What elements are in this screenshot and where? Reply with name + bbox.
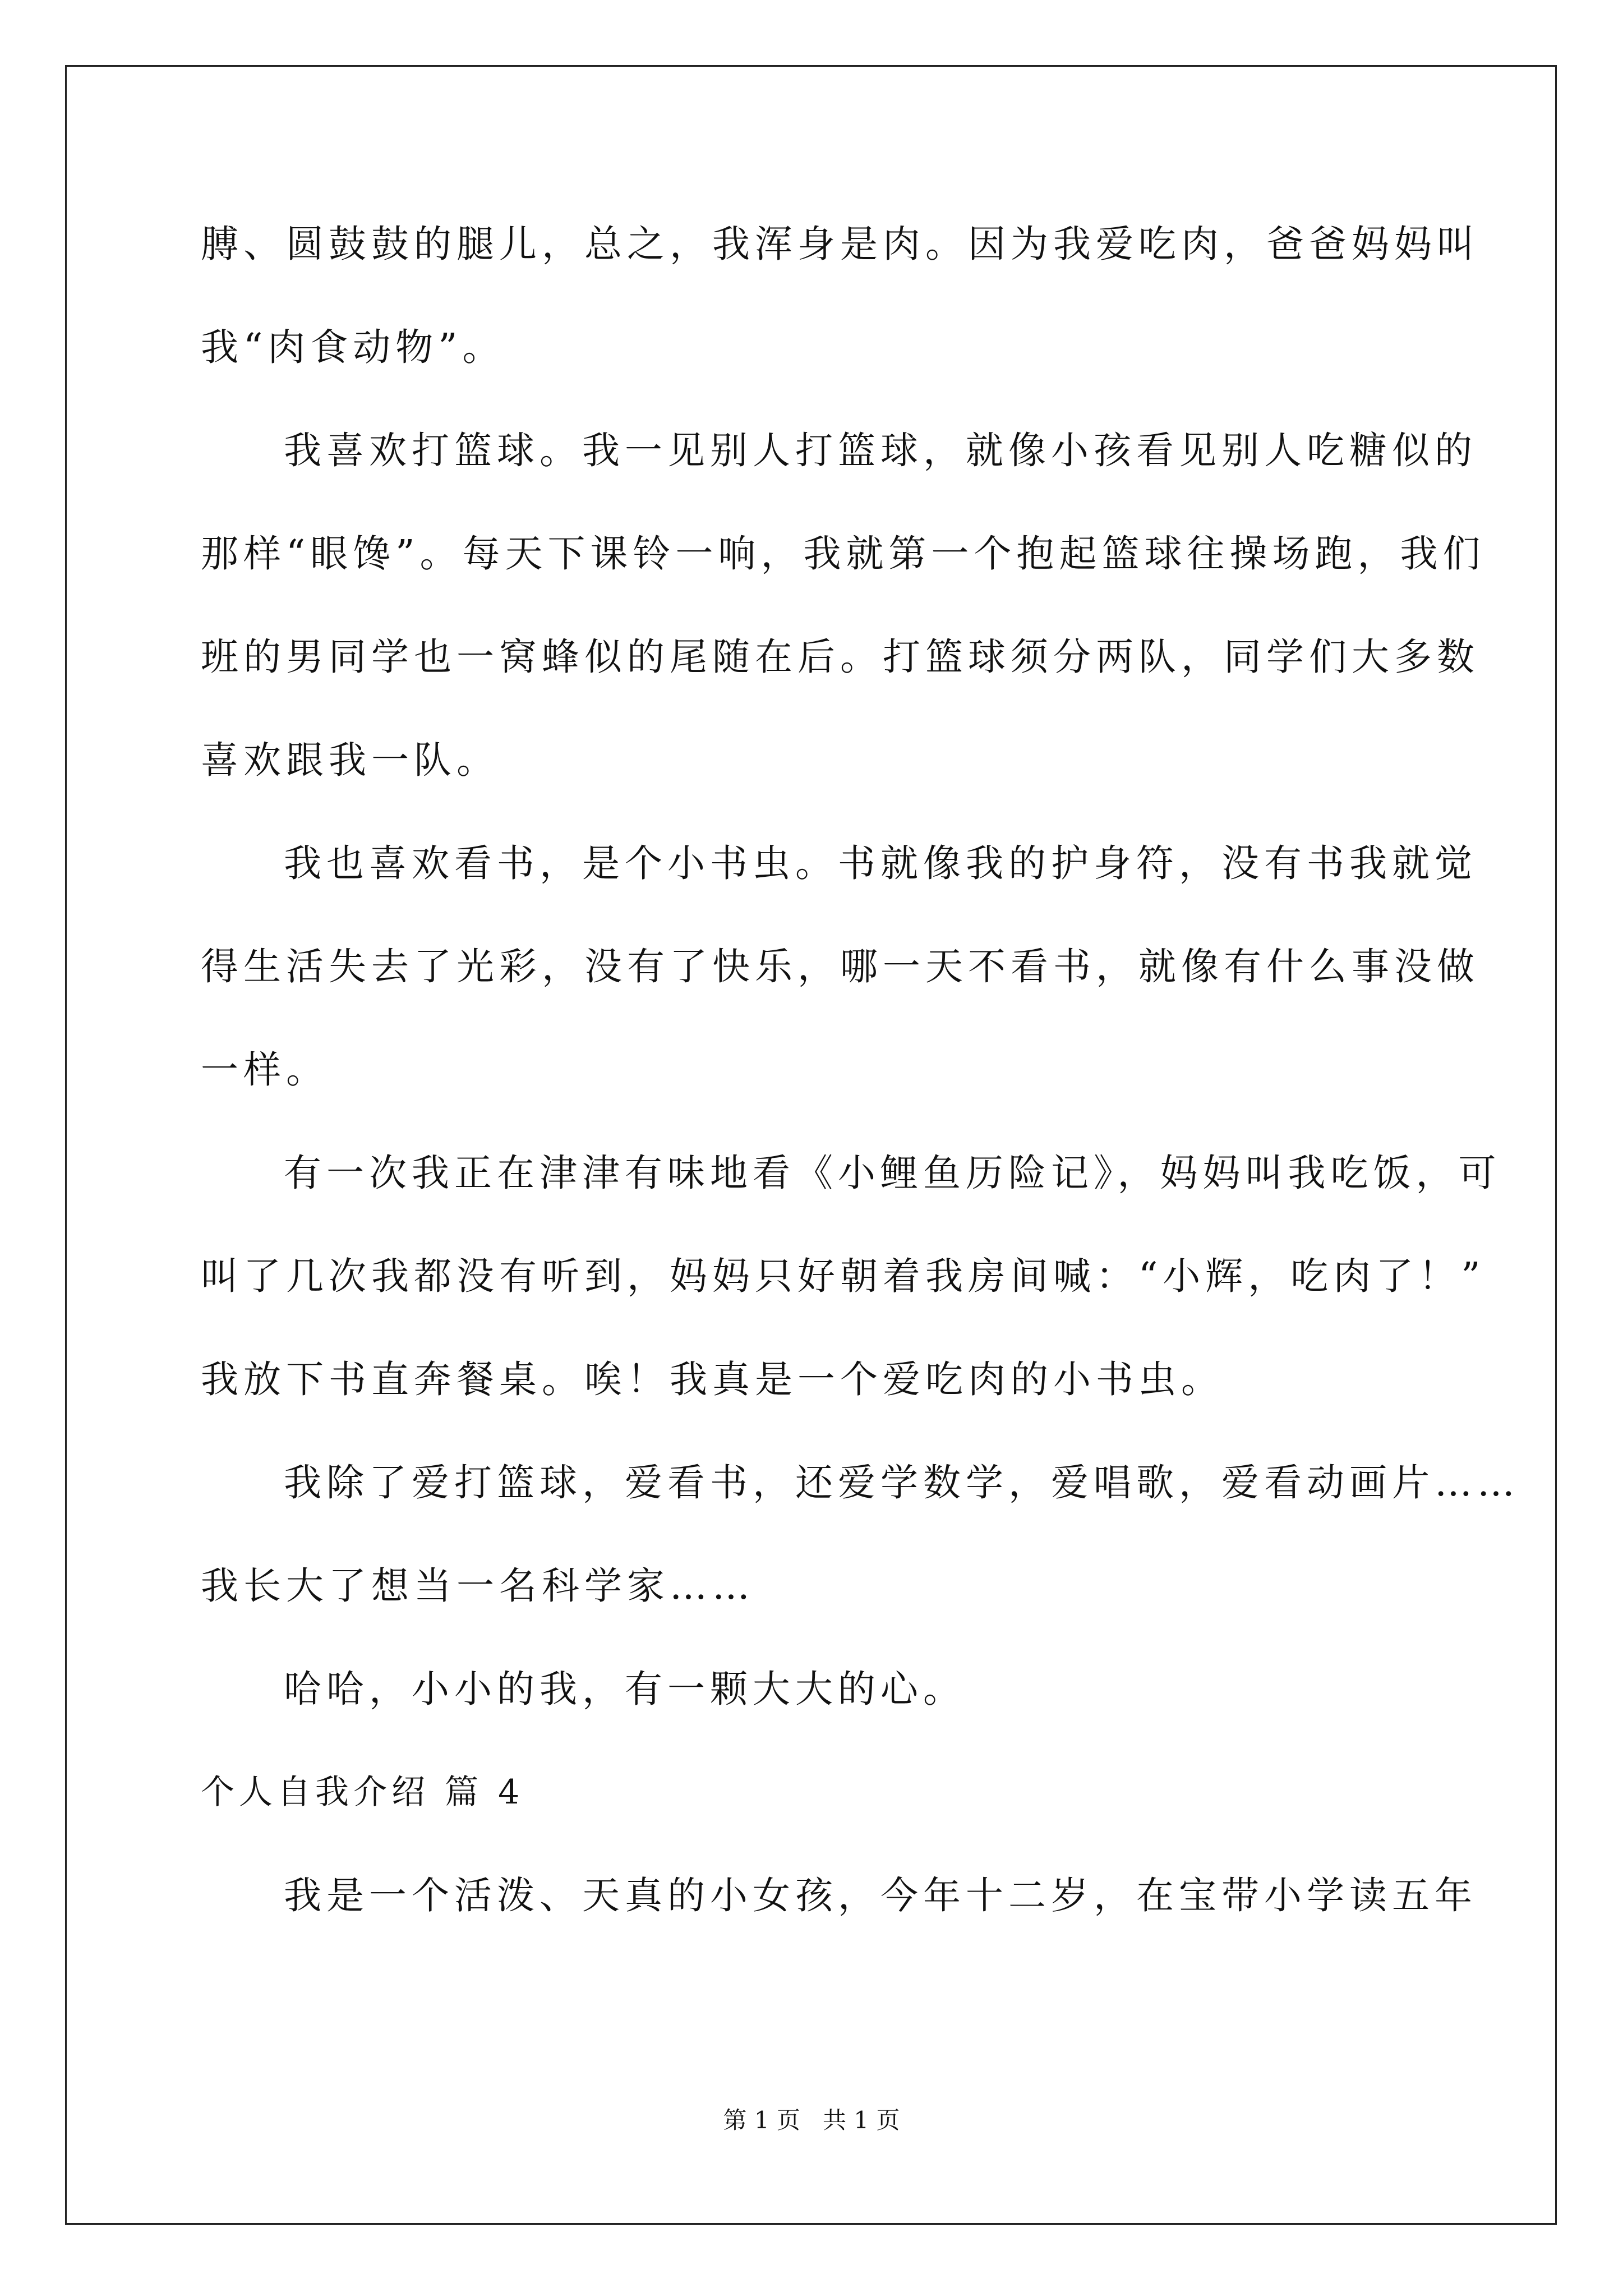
paragraph-start-line: 我也喜欢看书，是个小书虫。书就像我的护身符，没有书我就觉 <box>284 841 1477 885</box>
text-line: 我放下书直奔餐桌。唉！我真是一个爱吃肉的小书虫。 <box>201 1358 1224 1401</box>
text-line: 叫了几次我都没有听到，妈妈只好朝着我房间喊：“小辉，吃肉了！” <box>201 1254 1486 1298</box>
text-line: 一样。 <box>201 1048 329 1092</box>
text-line: 得生活失去了光彩，没有了快乐，哪一天不看书，就像有什么事没做 <box>201 945 1479 988</box>
paragraph-start-line: 我是一个活泼、天真的小女孩，今年十二岁，在宝带小学读五年 <box>284 1874 1477 1917</box>
section-heading: 个人自我介绍 篇 4 <box>201 1773 524 1812</box>
paragraph-start-line: 哈哈，小小的我，有一颗大大的心。 <box>284 1667 966 1711</box>
text-line: 膊、圆鼓鼓的腿儿，总之，我浑身是肉。因为我爱吃肉，爸爸妈妈叫 <box>201 222 1479 266</box>
paragraph-start-line: 我除了爱打篮球，爱看书，还爱学数学，爱唱歌，爱看动画片…… <box>284 1461 1520 1504</box>
text-line: 我长大了想当一名科学家…… <box>201 1564 755 1608</box>
page-footer: 第 1 页 共 1 页 <box>723 2106 900 2134</box>
text-line: 喜欢跟我一队。 <box>201 738 499 782</box>
paragraph-start-line: 我喜欢打篮球。我一见别人打篮球，就像小孩看见别人吃糖似的 <box>284 429 1477 472</box>
paragraph-start-line: 有一次我正在津津有味地看《小鲤鱼历险记》，妈妈叫我吃饭，可 <box>284 1151 1501 1195</box>
text-line: 那样“眼馋”。每天下课铃一响，我就第一个抱起篮球往操场跑，我们 <box>201 532 1486 576</box>
text-line: 我“肉食动物”。 <box>201 325 505 369</box>
text-line: 班的男同学也一窝蜂似的尾随在后。打篮球须分两队，同学们大多数 <box>201 635 1479 679</box>
